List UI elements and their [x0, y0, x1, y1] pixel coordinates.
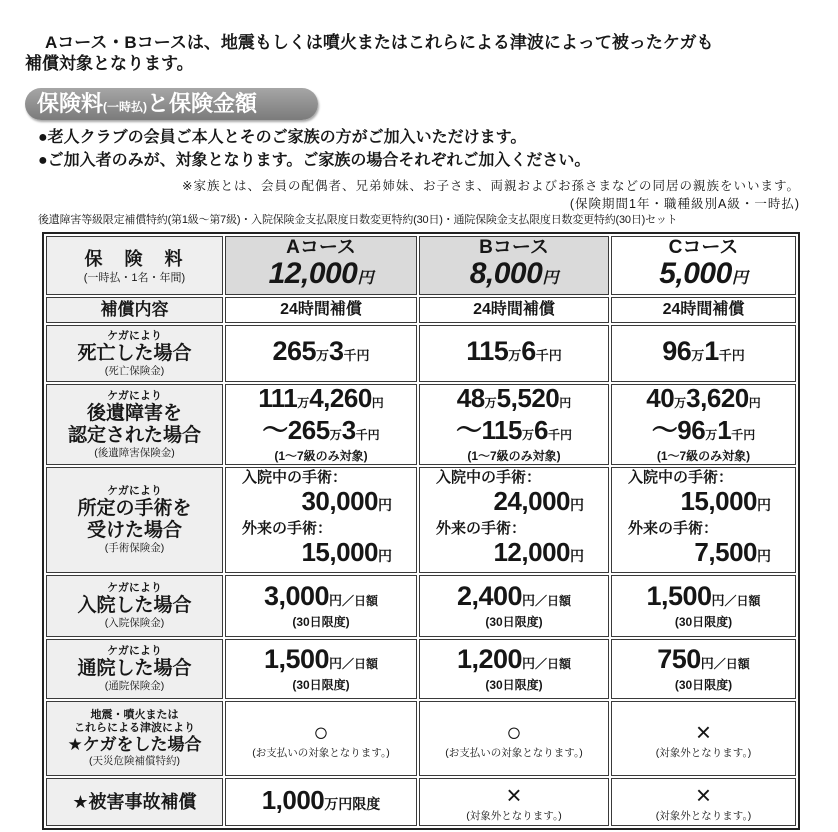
value-part: 12,000: [493, 537, 570, 567]
not-covered-cross-icon: ×: [506, 780, 522, 810]
value-part: 円: [329, 593, 343, 608]
daily-amount: [420, 645, 608, 678]
coverage-label: 補償内容: [100, 300, 169, 319]
value-part: 6: [521, 336, 536, 366]
value-part: 2,400: [456, 581, 523, 611]
value-part: 5,520: [496, 384, 560, 413]
value-part: ／日額: [535, 594, 572, 608]
inpatient-surgery-label: 入院中の手術：: [628, 469, 734, 486]
value-cell: [611, 575, 796, 637]
row-label: 後遺障害を: [86, 402, 182, 424]
daily-amount: [612, 582, 795, 615]
row-sublabel: (死亡保険金): [104, 364, 165, 377]
value-part: ～265: [262, 415, 330, 445]
value-part: 8,000: [469, 257, 543, 290]
value-part: 万: [297, 396, 310, 410]
value-part: 円: [748, 396, 761, 410]
row-label-cell: [46, 384, 223, 465]
course-c-header: [611, 236, 796, 295]
value-cell: [611, 297, 796, 323]
coverage-value: 24時間補償: [662, 301, 745, 318]
table-row: [46, 639, 796, 699]
premium-label: 保 険 料: [84, 248, 185, 269]
row-prefix: ケガにより: [107, 485, 162, 497]
value-part: 千円: [731, 428, 756, 442]
outpatient-surgery-label: 外来の手術：: [436, 520, 527, 537]
death-benefit: [226, 337, 416, 370]
not-covered-cross-icon: ×: [695, 780, 712, 810]
row-label: 認定された場合: [67, 424, 201, 446]
value-part: 千円: [355, 428, 380, 442]
lead-line-2: 補償対象となります。: [25, 54, 194, 73]
row-label-cell: [46, 467, 223, 573]
value-part: 万: [691, 348, 705, 363]
value-part: 千円: [343, 348, 370, 363]
table-row: [46, 778, 796, 826]
table-row: [46, 297, 796, 323]
row-prefix: ケガにより: [107, 389, 162, 402]
benefit-min: [226, 385, 416, 417]
value-cell: [611, 778, 796, 826]
value-part: ／日額: [535, 657, 572, 671]
row-label: 入院した場合: [77, 595, 192, 616]
day-limit: (30日限度): [485, 615, 543, 629]
value-part: 円: [731, 270, 748, 287]
value-part: 円: [757, 497, 771, 513]
row-label-cell: [46, 575, 223, 637]
inpatient-surgery-label: 入院中の手術：: [242, 469, 348, 486]
value-part: 万円限度: [324, 795, 381, 812]
value-cell: [225, 575, 417, 637]
premium-label-cell: [46, 236, 223, 295]
value-cell: [419, 701, 609, 776]
value-part: 万: [508, 348, 522, 363]
coverage-note: (対象外となります。): [655, 810, 752, 822]
riders-text: 後遺障害等級限定補償特約(第1級～第7級)・入院保険金支払限度日数変更特約(30日)・通院保険金支払限度日数変更特約(30日)セット: [38, 214, 678, 226]
course-premium: [226, 259, 416, 294]
lead-text: [25, 32, 825, 74]
value-cell: [611, 325, 796, 382]
value-part: 円: [757, 548, 771, 564]
value-part: 千円: [535, 348, 562, 363]
row-prefix: これらによる津波により: [74, 722, 195, 734]
value-part: 96: [662, 336, 692, 366]
inpatient-surgery-label: 入院中の手術：: [436, 469, 542, 486]
value-part: 111: [258, 384, 298, 413]
inpatient-surgery-amount: [612, 487, 795, 520]
value-cell: [225, 297, 417, 323]
value-cell: [225, 467, 417, 573]
value-part: 1,000: [261, 784, 325, 815]
table-row: [46, 236, 796, 295]
value-part: 1,200: [456, 644, 523, 674]
row-label: 受けた場合: [86, 520, 182, 541]
value-part: 円: [700, 656, 714, 671]
row-sublabel: (入院保険金): [104, 617, 165, 629]
value-part: 1: [717, 415, 732, 445]
value-part: 30,000: [301, 486, 378, 516]
daily-amount: [226, 645, 416, 678]
value-part: 円: [378, 497, 392, 513]
value-part: 万: [316, 348, 330, 363]
coverage-value: 24時間補償: [473, 301, 555, 318]
value-part: ／日額: [713, 657, 750, 671]
value-part: ／日額: [342, 657, 379, 671]
value-cell: [419, 639, 609, 699]
value-part: 1,500: [263, 644, 330, 674]
coverage-note: (対象外となります。): [655, 746, 752, 759]
day-limit: (30日限度): [674, 678, 733, 692]
row-label-cell: [46, 778, 223, 826]
section-header-main: 保険料: [37, 91, 104, 116]
table-row: [46, 701, 796, 776]
value-part: 6: [533, 415, 548, 445]
daily-amount: [420, 582, 608, 615]
section-header: [25, 88, 318, 120]
outpatient-surgery-label: 外来の手術：: [242, 520, 333, 537]
row-label: 通院した場合: [77, 658, 192, 679]
day-limit: (30日限度): [292, 678, 350, 692]
course-name: Cコース: [668, 237, 739, 258]
course-premium: [612, 259, 795, 294]
value-part: 3,000: [263, 581, 330, 611]
value-part: 円: [371, 396, 384, 410]
value-part: 円: [522, 593, 536, 608]
row-sublabel: (手術保険金): [104, 542, 165, 554]
table-row: [46, 575, 796, 637]
outpatient-surgery-amount: [612, 538, 795, 571]
value-part: 千円: [547, 428, 572, 442]
table-row: [46, 384, 796, 465]
course-name: Bコース: [479, 237, 549, 258]
row-label: ★ケガをした場合: [67, 735, 202, 754]
value-part: 7,500: [694, 537, 757, 567]
benefit-min: [420, 385, 608, 417]
benefit-max: [612, 417, 795, 449]
row-sublabel: (通院保険金): [104, 680, 165, 692]
benefit-min: [612, 385, 795, 417]
row-prefix: ケガにより: [107, 582, 162, 594]
row-label: ★被害事故補償: [72, 792, 197, 812]
benefit-max: [226, 417, 416, 449]
row-label: 死亡した場合: [77, 342, 192, 364]
row-sublabel: (天災危険補償特約): [89, 755, 180, 767]
lead-line-1: Aコース・Bコースは、地震もしくは噴火またはこれらによる津波によって被ったケガも: [45, 33, 714, 52]
course-a-header: [225, 236, 417, 295]
day-limit: (30日限度): [485, 678, 543, 692]
value-part: 万: [674, 396, 687, 410]
value-cell: [225, 778, 417, 826]
row-prefix: ケガにより: [107, 329, 162, 342]
value-part: 40: [646, 384, 675, 413]
value-part: 15,000: [301, 537, 378, 567]
day-limit: (30日限度): [292, 615, 350, 629]
table-row: [46, 467, 796, 573]
premium-sublabel: (一時払・1名・年間): [83, 271, 186, 284]
value-cell: [419, 467, 609, 573]
outpatient-surgery-amount: [420, 538, 608, 571]
row-label-cell: [46, 639, 223, 699]
value-part: 1: [704, 336, 719, 366]
outpatient-surgery-amount: [226, 538, 416, 571]
policy-terms: (保険期間1年・職種級別A級・一時払): [569, 197, 800, 211]
value-part: ／日額: [724, 594, 761, 608]
value-cell: [225, 325, 417, 382]
row-prefix: ケガにより: [107, 645, 162, 657]
value-part: 万: [329, 428, 342, 442]
coverage-note: (対象外となります。): [466, 810, 562, 822]
row-prefix: 地震・噴火または: [90, 709, 179, 721]
value-part: 12,000: [268, 257, 358, 290]
value-part: 15,000: [680, 486, 757, 516]
value-part: 円: [357, 270, 374, 287]
value-cell: [225, 701, 417, 776]
value-part: 3,620: [686, 384, 749, 413]
value-part: 3: [329, 336, 344, 366]
day-limit: (30日限度): [674, 615, 733, 629]
death-benefit: [612, 337, 795, 370]
value-cell: [611, 639, 796, 699]
value-part: 円: [559, 396, 572, 410]
daily-amount: [226, 582, 416, 615]
course-name: Aコース: [286, 237, 356, 258]
value-cell: [419, 297, 609, 323]
course-b-header: [419, 236, 609, 295]
death-benefit: [420, 337, 608, 370]
covered-circle-icon: ○: [506, 716, 522, 747]
coverage-note: (お支払いの対象となります。): [445, 746, 583, 759]
benefit-note: (1～7級のみ対象): [467, 449, 561, 463]
benefit-max: [420, 417, 608, 449]
value-cell: [611, 701, 796, 776]
value-cell: [225, 639, 417, 699]
row-label-cell: [46, 701, 223, 776]
value-part: ／日額: [342, 594, 379, 608]
value-cell: [611, 384, 796, 465]
value-part: 265: [272, 336, 316, 366]
value-part: 5,000: [659, 257, 732, 290]
row-label-cell: [46, 297, 223, 323]
outpatient-surgery-label: 外来の手術：: [628, 520, 719, 537]
value-cell: [419, 778, 609, 826]
section-header-sub: (一時払): [103, 100, 148, 114]
value-part: ～115: [456, 415, 522, 445]
value-part: 万: [705, 428, 718, 442]
value-part: 48: [456, 384, 485, 413]
row-label-cell: [46, 325, 223, 382]
value-part: 115: [466, 336, 509, 366]
value-cell: [419, 325, 609, 382]
value-part: 万: [521, 428, 534, 442]
family-note: ※家族とは、会員の配偶者、兄弟姉妹、お子さま、両親およびお孫さまなどの同居の親族をいいます。: [182, 179, 800, 193]
covered-circle-icon: ○: [313, 716, 329, 747]
inpatient-surgery-amount: [420, 487, 608, 520]
row-sublabel: (後遺障害保険金): [94, 446, 175, 459]
value-part: 円: [711, 593, 725, 608]
value-part: 4,260: [309, 384, 372, 413]
inpatient-surgery-amount: [226, 487, 416, 520]
value-part: 円: [522, 656, 536, 671]
bullet-list: [38, 126, 828, 172]
section-header-rest: と保険金額: [147, 91, 258, 116]
table-row: [46, 325, 796, 382]
value-part: 千円: [718, 348, 745, 363]
value-part: 1,500: [646, 581, 712, 611]
value-part: 円: [570, 548, 584, 564]
value-part: 750: [657, 644, 701, 674]
value-part: 円: [542, 270, 559, 287]
value-part: 3: [341, 415, 356, 445]
course-premium: [420, 259, 608, 294]
value-part: 円: [378, 548, 392, 564]
coverage-value: 24時間補償: [280, 301, 362, 318]
value-part: 24,000: [493, 486, 570, 516]
bullet-item: ●ご加入者のみが、対象となります。ご家族の場合それぞれご加入ください。: [38, 152, 591, 169]
accident-limit: [226, 786, 416, 819]
benefit-note: (1～7級のみ対象): [274, 449, 368, 463]
value-cell: [419, 384, 609, 465]
value-cell: [419, 575, 609, 637]
value-cell: [225, 384, 417, 465]
bullet-item: ●老人クラブの会員ご本人とそのご家族の方がご加入いただけます。: [38, 129, 527, 146]
benefit-note: (1～7級のみ対象): [656, 449, 751, 463]
daily-amount: [612, 645, 795, 678]
value-part: 万: [484, 396, 497, 410]
value-part: ～96: [651, 415, 706, 445]
coverage-table: [42, 232, 800, 830]
coverage-note: (お支払いの対象となります。): [252, 746, 390, 759]
not-covered-cross-icon: ×: [695, 716, 712, 747]
value-part: 円: [329, 656, 343, 671]
value-cell: [611, 467, 796, 573]
value-part: 円: [570, 497, 584, 513]
row-label: 所定の手術を: [77, 498, 192, 519]
